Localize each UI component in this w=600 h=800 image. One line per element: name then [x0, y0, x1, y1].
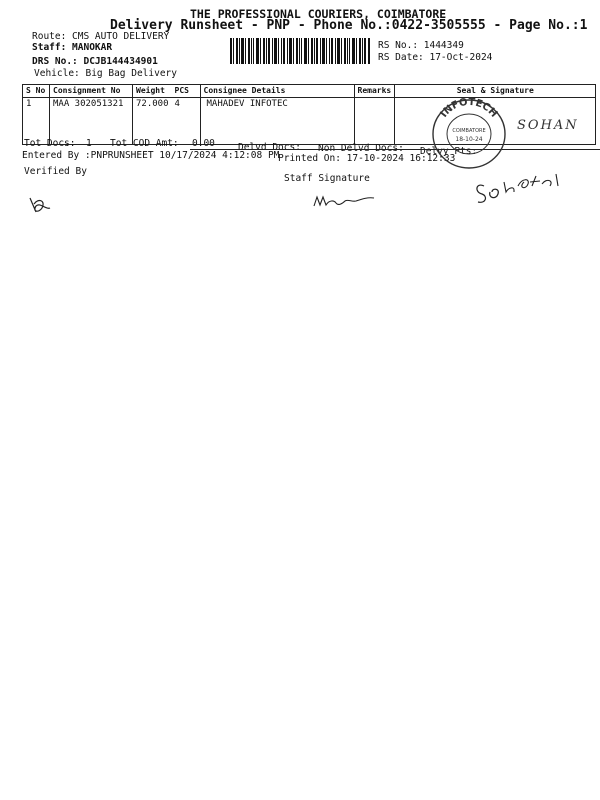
cell-remarks	[354, 98, 395, 145]
receiver-signature	[470, 168, 566, 208]
printed-on: Printed On: 17-10-2024 16:12:33	[278, 153, 456, 164]
col-header-weight: Weight	[133, 85, 172, 98]
svg-text:INFOTECH	[438, 97, 499, 120]
entered-by: Entered By :PNPRUNSHEET 10/17/2024 4:12:08 PM	[22, 150, 280, 161]
stamp-date: 18-10-24	[455, 136, 483, 143]
col-header-sno: S No	[23, 85, 50, 98]
rs-date: RS Date: 17-Oct-2024	[378, 52, 493, 63]
staff-signature	[312, 192, 376, 210]
vehicle-label: Vehicle: Big Bag Delivery	[34, 68, 177, 79]
route-label: Route: CMS AUTO DELIVERY	[32, 31, 170, 42]
tot-cod-label: Tot COD Amt:	[110, 138, 179, 149]
col-header-remarks: Remarks	[354, 85, 395, 98]
cell-consignment: MAA 302051321	[50, 98, 133, 145]
cell-sno: 1	[23, 98, 50, 145]
col-header-consignment: Consignment No	[50, 85, 133, 98]
runsheet-table	[22, 84, 596, 145]
col-header-pcs: PCS	[172, 85, 201, 98]
verifier-signature	[24, 192, 52, 218]
rs-number: RS No.: 1444349	[378, 40, 464, 51]
delvd-docs-label: Delvd Docs:	[238, 142, 301, 153]
tot-cod-value: 0.00	[192, 138, 215, 149]
col-header-consignee: Consignee Details	[200, 85, 354, 98]
runsheet-subtitle: Delivery Runsheet - PNP - Phone No.:0422-3505555 - Page No.:1	[110, 18, 588, 33]
drs-number: DRS No.: DCJB144434901	[32, 56, 158, 67]
company-title: THE PROFESSIONAL COURIERS, COIMBATORE	[190, 7, 447, 21]
stamp-city: COIMBATORE	[452, 128, 486, 134]
verified-by-label: Verified By	[24, 166, 87, 177]
barcode-image	[230, 38, 370, 64]
stamp-top-text: INFOTECH	[438, 96, 500, 120]
staff-signature-label: Staff Signature	[284, 173, 370, 184]
col-header-seal: Seal & Signature	[395, 85, 596, 98]
company-seal-stamp	[428, 94, 510, 172]
staff-label: Staff: MANOKAR	[32, 42, 113, 53]
tot-docs-value: 1	[86, 138, 92, 149]
handwritten-name: SOHAN	[517, 118, 579, 133]
cell-pcs: 4	[172, 98, 201, 145]
non-delvd-docs-label: Non Delvd Docs:	[318, 143, 404, 154]
tot-docs-label: Tot Docs:	[24, 138, 76, 149]
delvy-pts-label: Delvy Pts:	[420, 146, 478, 157]
cell-consignee: MAHADEV INFOTEC	[200, 98, 354, 145]
cell-weight: 72.000	[133, 98, 172, 145]
